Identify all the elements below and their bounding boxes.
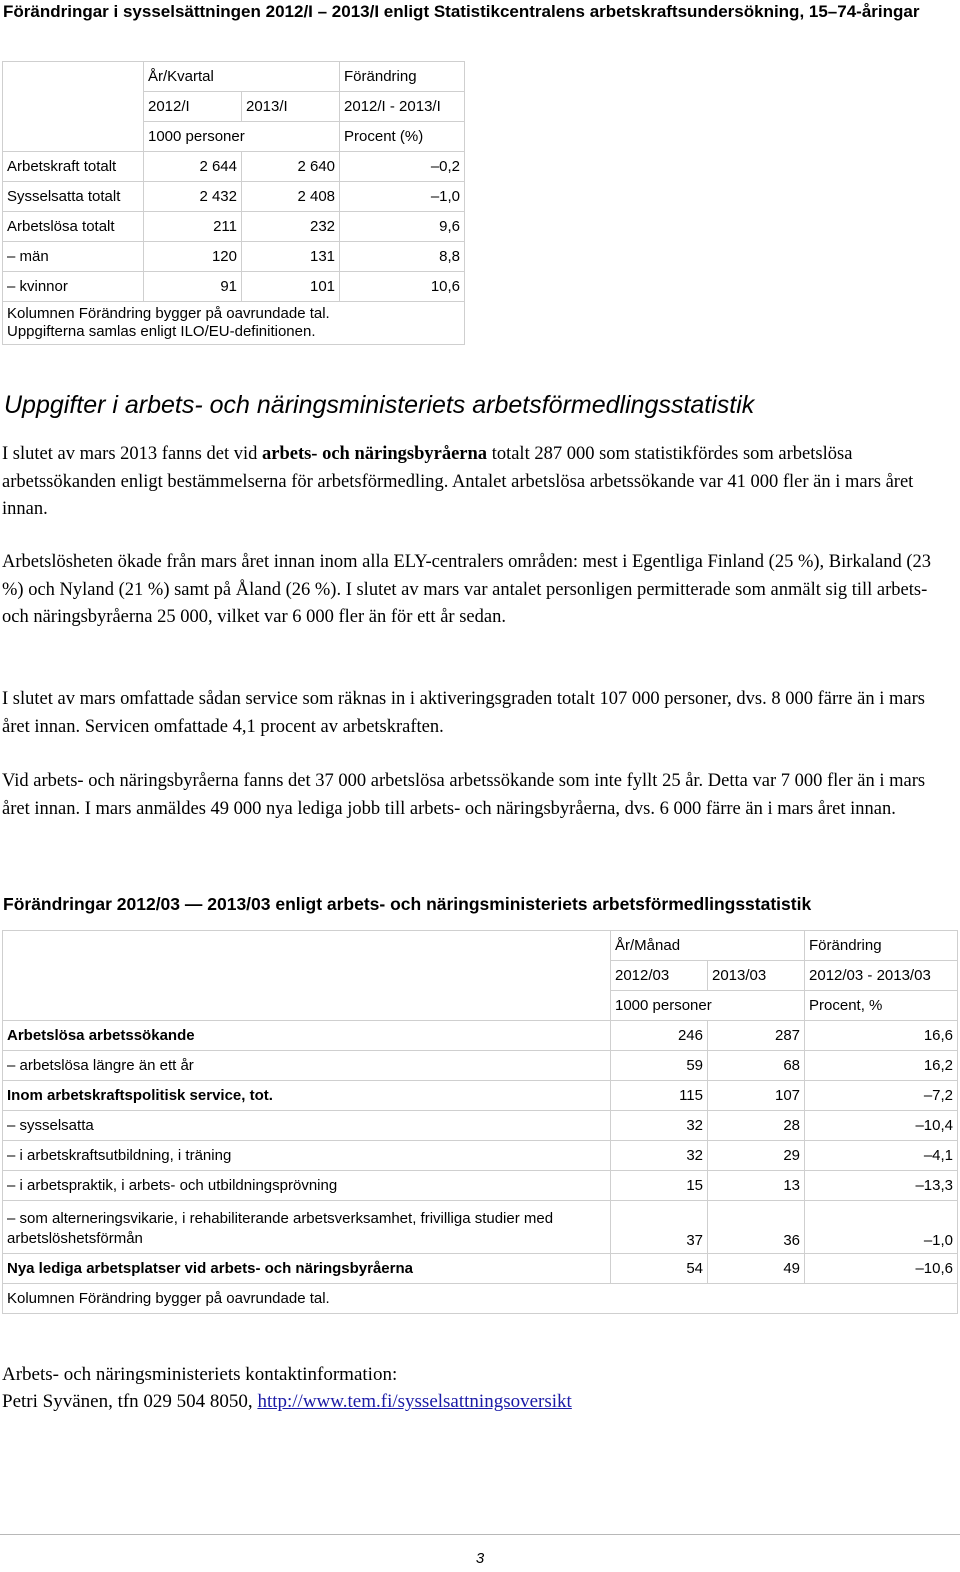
row-label: – i arbetspraktik, i arbets- och utbildningsprövning <box>3 1171 611 1201</box>
header-row <box>3 62 465 92</box>
row-value-1: 54 <box>611 1254 708 1284</box>
row-label: – arbetslösa längre än ett år <box>3 1051 611 1081</box>
contact-link[interactable]: http://www.tem.fi/sysselsattningsoversikt <box>257 1391 572 1412</box>
lfs-table <box>2 61 465 345</box>
row-change: 9,6 <box>340 212 465 242</box>
table-row <box>3 272 465 302</box>
header-unit: 1000 personer <box>144 122 340 152</box>
row-value-1: 32 <box>611 1141 708 1171</box>
row-value-1: 15 <box>611 1171 708 1201</box>
table-row <box>3 152 465 182</box>
row-change: 16,6 <box>805 1021 958 1051</box>
header-month2: 2013/03 <box>708 961 805 991</box>
row-value-2: 68 <box>708 1051 805 1081</box>
table-note: Kolumnen Förändring bygger på oavrundade tal. <box>3 1284 958 1314</box>
contact-person: Petri Syvänen, tfn 029 504 8050, <box>2 1391 258 1412</box>
table-row <box>3 242 465 272</box>
row-label: – i arbetskraftsutbildning, i träning <box>3 1141 611 1171</box>
header-change-range: 2012/03 - 2013/03 <box>805 961 958 991</box>
table-row <box>3 1254 958 1284</box>
row-label: Inom arbetskraftspolitisk service, tot. <box>3 1081 611 1111</box>
header-year1: 2012/I <box>144 92 242 122</box>
header-change-unit: Procent, % <box>805 991 958 1021</box>
table-row <box>3 1171 958 1201</box>
header-row <box>3 931 958 961</box>
row-change: –1,0 <box>340 182 465 212</box>
header-blank-cell <box>3 62 144 152</box>
row-value-2: 287 <box>708 1021 805 1051</box>
header-unit: 1000 personer <box>611 991 805 1021</box>
row-label: Arbetskraft totalt <box>3 152 144 182</box>
row-change: –10,6 <box>805 1254 958 1284</box>
table-row <box>3 1201 958 1254</box>
row-value-1: 115 <box>611 1081 708 1111</box>
table-row <box>3 212 465 242</box>
row-value-1: 120 <box>144 242 242 272</box>
row-value-1: 32 <box>611 1111 708 1141</box>
header-change-unit: Procent (%) <box>340 122 465 152</box>
paragraph-text: totalt 287 000 som statistikfördes som arbetslösa arbetssökanden enligt bestämmelserna för arbetsförmedling. Antalet arbetslösa arbetssökande var 41 000 fler än i mars året innan. <box>2 444 914 519</box>
row-value-2: 13 <box>708 1171 805 1201</box>
header-change-label: Förändring <box>340 62 465 92</box>
row-value-1: 2 644 <box>144 152 242 182</box>
paragraph-2: Arbetslösheten ökade från mars året innan inom alla ELY-centralers områden: mest i Egentliga Finland (25 %), Birkaland (23 %) och Nyland (21 %) samt på Åland (26 %). I slutet av mars var antalet personligen permitterade som anmält sig till arbets- och näringsbyråerna 25 000, vilket var 6 000 fler än för ett år sedan. <box>2 552 932 627</box>
row-change: –0,2 <box>340 152 465 182</box>
page-number: 3 <box>475 1550 485 1567</box>
paragraph-3: I slutet av mars omfattade sådan service som räknas in i aktiveringsgraden totalt 107 000 personer, dvs. 8 000 färre än i mars året innan. Servicen omfattade 4,1 procent av arbetskraften. <box>2 689 925 737</box>
header-blank-cell <box>3 931 611 1021</box>
table-note <box>3 302 465 345</box>
row-label: Sysselsatta totalt <box>3 182 144 212</box>
row-label: – som alterneringsvikarie, i rehabiliterande arbetsverksamhet, frivilliga studier med arbetslöshetsförmån <box>3 1201 611 1254</box>
row-value-2: 107 <box>708 1081 805 1111</box>
row-change: –13,3 <box>805 1171 958 1201</box>
row-label: – sysselsatta <box>3 1111 611 1141</box>
row-value-2: 28 <box>708 1111 805 1141</box>
table-row <box>3 1141 958 1171</box>
table-note-row <box>3 302 465 345</box>
employment-service-table <box>2 930 958 1314</box>
table-row <box>3 1081 958 1111</box>
row-value-2: 2 408 <box>242 182 340 212</box>
contact-person-line <box>2 1388 957 1415</box>
contact-block <box>2 1361 957 1415</box>
row-value-2: 2 640 <box>242 152 340 182</box>
header-period-label: År/Månad <box>611 931 805 961</box>
paragraph-4: Vid arbets- och näringsbyråerna fanns det 37 000 arbetslösa arbetssökande som inte fyllt 25 år. Detta var 7 000 fler än i mars året innan. I mars anmäldes 49 000 nya lediga jobb till arbets- och näringsbyråerna, dvs. 6 000 färre än i mars året innan. <box>2 771 926 819</box>
section1-title: Förändringar i sysselsättningen 2012/I – 2013/I enligt Statistikcentralens arbetskraftsundersökning, 15–74-åringar <box>3 2 920 21</box>
row-change: 16,2 <box>805 1051 958 1081</box>
section3-title: Förändringar 2012/03 — 2013/03 enligt arbets- och näringsministeriets arbetsförmedlingsstatistik <box>3 894 812 914</box>
row-label: – män <box>3 242 144 272</box>
paragraph-1 <box>2 441 957 524</box>
row-change: –1,0 <box>805 1201 958 1254</box>
row-value-2: 36 <box>708 1201 805 1254</box>
footer-divider <box>0 1534 960 1535</box>
table-note-line: Kolumnen Förändring bygger på oavrundade tal. <box>7 305 330 322</box>
row-value-1: 91 <box>144 272 242 302</box>
row-change: –7,2 <box>805 1081 958 1111</box>
row-change: –4,1 <box>805 1141 958 1171</box>
row-change: 8,8 <box>340 242 465 272</box>
row-value-1: 211 <box>144 212 242 242</box>
contact-heading: Arbets- och näringsministeriets kontaktinformation: <box>2 1364 398 1385</box>
row-value-2: 232 <box>242 212 340 242</box>
table-note-line: Uppgifterna samlas enligt ILO/EU-definitionen. <box>7 323 316 340</box>
section2-title: Uppgifter i arbets- och näringsministeriets arbetsförmedlingsstatistik <box>4 391 755 419</box>
paragraph-bold-text: arbets- och näringsbyråerna <box>261 444 488 464</box>
row-change: 10,6 <box>340 272 465 302</box>
row-value-1: 2 432 <box>144 182 242 212</box>
row-value-2: 49 <box>708 1254 805 1284</box>
row-value-2: 29 <box>708 1141 805 1171</box>
row-label: Arbetslösa totalt <box>3 212 144 242</box>
row-label: Arbetslösa arbetssökande <box>3 1021 611 1051</box>
paragraph-text: I slutet av mars 2013 fanns det vid <box>2 444 262 464</box>
row-value-2: 101 <box>242 272 340 302</box>
table-row <box>3 1051 958 1081</box>
row-value-2: 131 <box>242 242 340 272</box>
row-value-1: 59 <box>611 1051 708 1081</box>
row-label: – kvinnor <box>3 272 144 302</box>
row-value-1: 246 <box>611 1021 708 1051</box>
table-row <box>3 1021 958 1051</box>
table-row <box>3 1111 958 1141</box>
row-change: –10,4 <box>805 1111 958 1141</box>
header-period-label: År/Kvartal <box>144 62 340 92</box>
header-year2: 2013/I <box>242 92 340 122</box>
table-note-row <box>3 1284 958 1314</box>
row-label: Nya lediga arbetsplatser vid arbets- och näringsbyråerna <box>3 1254 611 1284</box>
row-value-1: 37 <box>611 1201 708 1254</box>
header-change-label: Förändring <box>805 931 958 961</box>
header-month1: 2012/03 <box>611 961 708 991</box>
header-change-range: 2012/I - 2013/I <box>340 92 465 122</box>
table-row <box>3 182 465 212</box>
